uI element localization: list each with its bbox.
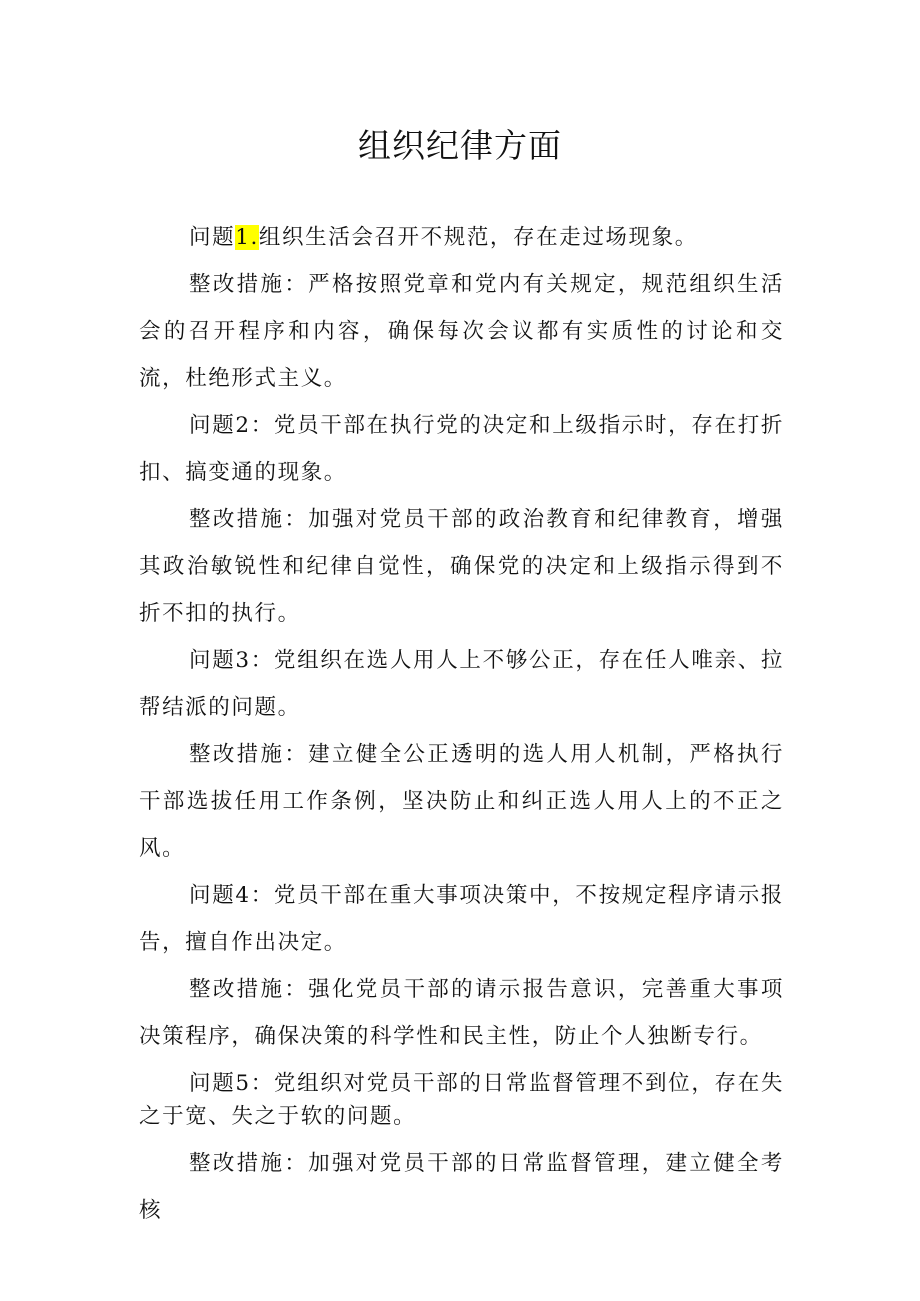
issue-4-paragraph: 问题4：党员干部在重大事项决策中，不按规定程序请示报告，擅自作出决定。 — [139, 883, 784, 955]
issue-1-prefix: 问题 — [189, 225, 236, 250]
measure-5-paragraph: 整改措施：加强对党员干部的日常监督管理，建立健全考核 — [139, 1151, 784, 1223]
measure-3-paragraph: 整改措施：建立健全公正透明的选人用人机制，严格执行干部选拔任用工作条例，坚决防止和纠正选人用人上的不正之风。 — [139, 742, 784, 861]
issue-1-text: 组织生活会召开不规范，存在走过场现象。 — [258, 225, 698, 250]
highlighted-issue-number: 1. — [235, 225, 259, 250]
issue-3-paragraph: 问题3：党组织在选人用人上不够公正，存在任人唯亲、拉帮结派的问题。 — [139, 648, 784, 720]
issue-1-paragraph — [139, 214, 784, 261]
measure-1-paragraph: 整改措施：严格按照党章和党内有关规定，规范组织生活会的召开程序和内容，确保每次会议都有实质性的讨论和交流，杜绝形式主义。 — [139, 272, 784, 391]
measure-4-paragraph: 整改措施：强化党员干部的请示报告意识，完善重大事项决策程序，确保决策的科学性和民主性，防止个人独断专行。 — [139, 977, 784, 1049]
measure-2-paragraph: 整改措施：加强对党员干部的政治教育和纪律教育，增强其政治敏锐性和纪律自觉性，确保党的决定和上级指示得到不折不扣的执行。 — [139, 507, 784, 626]
issue-2-paragraph: 问题2：党员干部在执行党的决定和上级指示时，存在打折扣、搞变通的现象。 — [139, 413, 784, 485]
document-body — [139, 214, 784, 1234]
document-title: 组织纪律方面 — [358, 126, 562, 165]
issue-5-paragraph: 问题5：党组织对党员干部的日常监督管理不到位，存在失之于宽、失之于软的问题。 — [139, 1071, 784, 1129]
